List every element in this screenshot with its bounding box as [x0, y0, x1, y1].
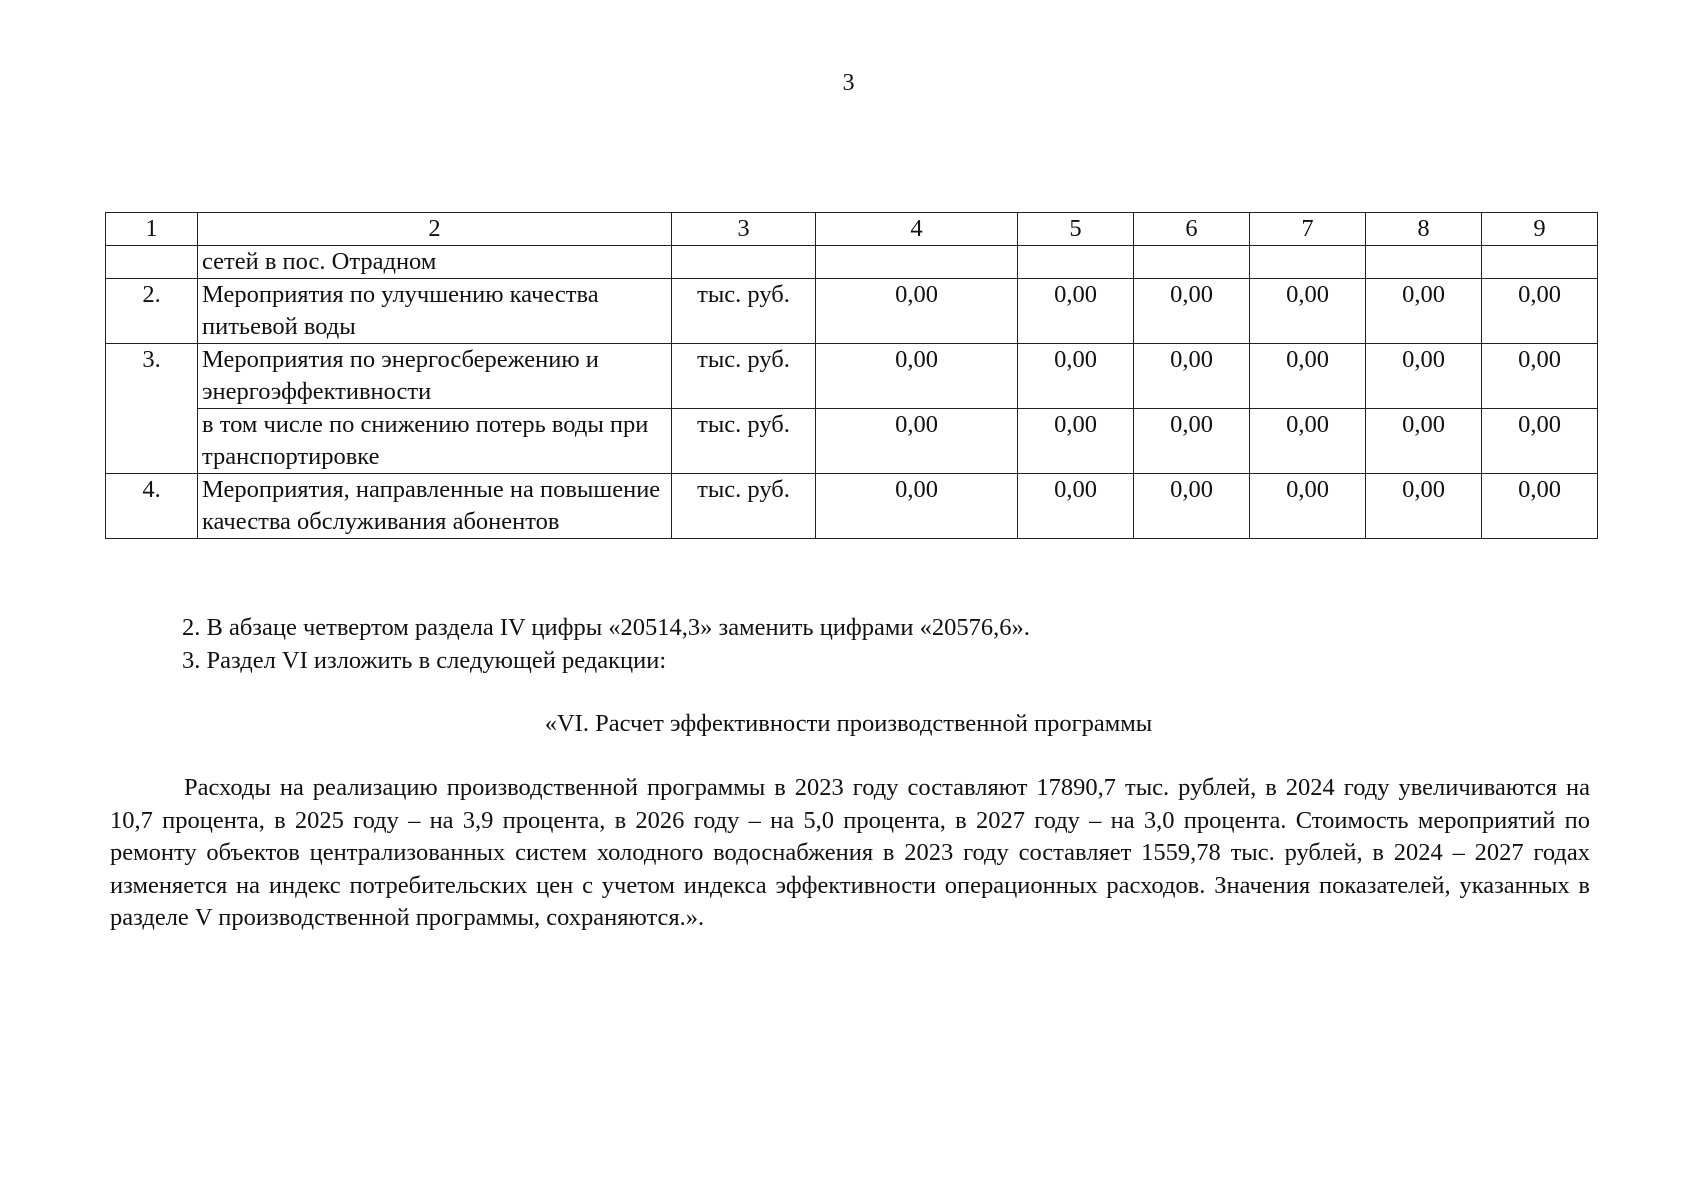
table-row: [106, 246, 1598, 279]
row-value: 0,00: [1250, 279, 1366, 344]
header-cell: 6: [1134, 213, 1250, 246]
row-value: 0,00: [1018, 409, 1134, 474]
row-value: 0,00: [1018, 344, 1134, 409]
row-number: 4.: [106, 474, 198, 539]
row-number: 3.: [106, 344, 198, 409]
row-name: сетей в пос. Отрадном: [198, 246, 672, 279]
row-value: 0,00: [816, 474, 1018, 539]
row-unit: тыс. руб.: [672, 474, 816, 539]
section-body: Расходы на реализацию производственной программы в 2023 году составляют 17890,7 тыс. рублей, в 2024 году увеличиваются на 10,7 процента, в 2025 году – на 3,9 процента, в 2026 году – на 5,0 процента, в 2027 году – на 3,0 процента. Стоимость мероприятий по ремонту объектов централизованных систем холодного водоснабжения в 2023 году составляет 1559,78 тыс. рублей, в 2024 – 2027 годах изменяется на индекс потребительских цен с учетом индекса эффективности операционных расходов. Значения показателей, указанных в разделе V производственной программы, сохраняются.».: [110, 774, 1590, 931]
header-cell: 7: [1250, 213, 1366, 246]
row-value: 0,00: [1366, 474, 1482, 539]
amendment-item-3: 3. Раздел VI изложить в следующей редакции:: [182, 647, 667, 674]
header-cell: 4: [816, 213, 1018, 246]
row-value: 0,00: [1018, 279, 1134, 344]
table-header-row: [106, 213, 1598, 246]
row-value: 0,00: [1366, 279, 1482, 344]
row-name: Мероприятия по улучшению качества питьевой воды: [198, 279, 672, 344]
row-unit: тыс. руб.: [672, 409, 816, 474]
row-value: 0,00: [816, 279, 1018, 344]
section-heading: «VI. Расчет эффективности производственной программы: [544, 710, 1153, 737]
row-value: 0,00: [1250, 474, 1366, 539]
table-row: [106, 409, 1598, 474]
row-value: 0,00: [1366, 409, 1482, 474]
table-row: [106, 474, 1598, 539]
row-name: Мероприятия по энергосбережению и энергоэффективности: [198, 344, 672, 409]
row-value: 0,00: [1482, 344, 1598, 409]
page-number: 3: [842, 70, 855, 96]
row-value: 0,00: [1134, 344, 1250, 409]
header-cell: 5: [1018, 213, 1134, 246]
row-value: 0,00: [1482, 474, 1598, 539]
header-cell: 2: [198, 213, 672, 246]
row-value: 0,00: [1482, 409, 1598, 474]
header-cell: 9: [1482, 213, 1598, 246]
table-row: [106, 279, 1598, 344]
row-value: 0,00: [1134, 279, 1250, 344]
row-name: в том числе по снижению потерь воды при транспортировке: [198, 409, 672, 474]
row-value: 0,00: [1134, 474, 1250, 539]
row-unit: тыс. руб.: [672, 279, 816, 344]
row-number: 2.: [106, 279, 198, 344]
financial-table: [105, 212, 1598, 539]
table-row: [106, 344, 1598, 409]
row-unit: тыс. руб.: [672, 344, 816, 409]
amendment-item-2: 2. В абзаце четвертом раздела IV цифры «20514,3» заменить цифрами «20576,6».: [182, 614, 1030, 641]
row-value: 0,00: [816, 344, 1018, 409]
header-cell: 1: [106, 213, 198, 246]
row-name: Мероприятия, направленные на повышение качества обслуживания абонентов: [198, 474, 672, 539]
row-number: [106, 409, 198, 474]
row-value: 0,00: [1018, 474, 1134, 539]
row-value: 0,00: [1366, 344, 1482, 409]
row-value: 0,00: [1134, 409, 1250, 474]
row-value: 0,00: [1250, 409, 1366, 474]
row-value: 0,00: [1250, 344, 1366, 409]
row-value: 0,00: [816, 409, 1018, 474]
header-cell: 8: [1366, 213, 1482, 246]
row-value: 0,00: [1482, 279, 1598, 344]
header-cell: 3: [672, 213, 816, 246]
